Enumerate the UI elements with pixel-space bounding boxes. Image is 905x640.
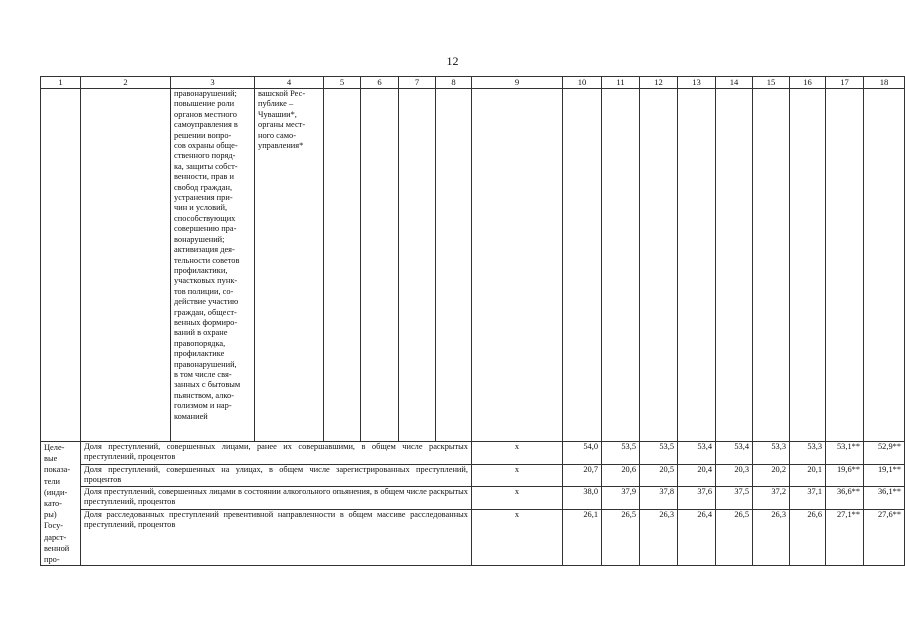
indicator-value: 27,6** — [864, 509, 905, 566]
column-number: 18 — [864, 77, 905, 89]
column-number: 3 — [171, 77, 255, 89]
indicator-mark: х — [472, 442, 563, 465]
indicator-name: Доля преступлений, совершенных на улицах, в общем числе зарегистрированных преступлений, процентов — [81, 464, 472, 487]
indicator-name: Доля преступлений, совершенных лицами в состоянии алкогольного опьянения, в общем числе раскрытых преступлений, процентов — [81, 487, 472, 510]
indicator-value: 20,6 — [602, 464, 640, 487]
column-number: 4 — [255, 77, 324, 89]
indicator-value: 53,1** — [826, 442, 864, 465]
indicator-value: 53,5 — [602, 442, 640, 465]
indicator-value: 20,3 — [716, 464, 753, 487]
column-number: 11 — [602, 77, 640, 89]
column-number: 2 — [81, 77, 171, 89]
indicators-label: Целе- вые показа- тели (инди- като- ры) Госу- дарст- венной про- — [41, 442, 81, 566]
indicator-value: 36,6** — [826, 487, 864, 510]
executors-cell: вашской Рес- публике – Чувашии*, органы мест- ного само- управления* — [255, 89, 324, 442]
indicator-value: 37,6 — [678, 487, 716, 510]
indicator-value: 20,2 — [753, 464, 790, 487]
indicator-value: 26,5 — [716, 509, 753, 566]
indicator-value: 20,4 — [678, 464, 716, 487]
indicator-row — [41, 464, 905, 487]
column-number: 9 — [472, 77, 563, 89]
indicator-value: 19,1** — [864, 464, 905, 487]
continuation-row — [41, 89, 905, 442]
column-number-row — [41, 77, 905, 89]
column-number: 6 — [361, 77, 399, 89]
indicator-value: 26,5 — [602, 509, 640, 566]
indicator-value: 52,9** — [864, 442, 905, 465]
indicator-value: 53,3 — [753, 442, 790, 465]
indicator-row — [41, 509, 905, 566]
measures-cell: правонарушений; повышение роли органов местного самоуправления в решении вопро- сов охраны обще- ственного поряд- ка, защиты собст- венности, прав и свобод граждан, устранения при- чин и условий, способствующих совершению пра- вонарушений; активизация дея- тельности советов профилактики, участковых пунк- тов полиции, со- действие участию граждан, общест- венных формиро- ваний в охране правопорядка, профилактике правонарушений, в том числе свя- занных с бытовым пьянством, алко- голизмом и нар- команией — [171, 89, 255, 442]
column-number: 15 — [753, 77, 790, 89]
indicator-mark: х — [472, 464, 563, 487]
column-number: 12 — [640, 77, 678, 89]
indicator-value: 37,9 — [602, 487, 640, 510]
indicator-value: 19,6** — [826, 464, 864, 487]
indicator-name: Доля расследованных преступлений превентивной направленности в общем массиве расследованных преступлений, процентов — [81, 509, 472, 566]
indicator-value: 53,3 — [790, 442, 826, 465]
page-number: 12 — [446, 54, 459, 68]
column-number: 1 — [41, 77, 81, 89]
indicator-value: 37,1 — [790, 487, 826, 510]
indicator-value: 20,5 — [640, 464, 678, 487]
program-table — [40, 76, 905, 566]
indicator-value: 37,5 — [716, 487, 753, 510]
column-number: 16 — [790, 77, 826, 89]
column-number: 13 — [678, 77, 716, 89]
column-number: 10 — [563, 77, 602, 89]
indicator-value: 37,8 — [640, 487, 678, 510]
indicator-value: 26,1 — [563, 509, 602, 566]
indicator-row — [41, 487, 905, 510]
indicator-value: 37,2 — [753, 487, 790, 510]
column-number: 8 — [436, 77, 472, 89]
column-number: 7 — [399, 77, 436, 89]
indicator-value: 20,1 — [790, 464, 826, 487]
indicator-mark: х — [472, 487, 563, 510]
indicator-value: 27,1** — [826, 509, 864, 566]
indicator-value: 53,4 — [716, 442, 753, 465]
indicator-value: 26,6 — [790, 509, 826, 566]
column-number: 5 — [324, 77, 361, 89]
indicator-value: 20,7 — [563, 464, 602, 487]
indicator-value: 54,0 — [563, 442, 602, 465]
indicator-mark: х — [472, 509, 563, 566]
indicator-value: 53,5 — [640, 442, 678, 465]
indicator-value: 26,3 — [753, 509, 790, 566]
indicator-value: 36,1** — [864, 487, 905, 510]
indicator-value: 26,4 — [678, 509, 716, 566]
indicator-value: 53,4 — [678, 442, 716, 465]
indicator-value: 38,0 — [563, 487, 602, 510]
indicator-name: Доля преступлений, совершенных лицами, ранее их совершавшими, в общем числе раскрытых преступлений, процентов — [81, 442, 472, 465]
column-number: 17 — [826, 77, 864, 89]
indicator-row — [41, 442, 905, 465]
column-number: 14 — [716, 77, 753, 89]
indicator-value: 26,3 — [640, 509, 678, 566]
